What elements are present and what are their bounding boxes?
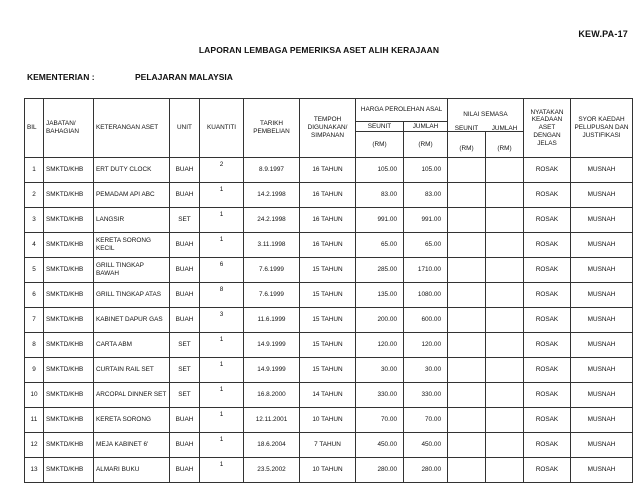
col-harga-jumlah: JUMLAH — [404, 122, 448, 132]
cell-harga-jumlah: 330.00 — [404, 383, 448, 408]
cell-keterangan: MEJA KABINET 6' — [94, 433, 170, 458]
cell-kuantiti: 1 — [200, 433, 244, 458]
cell-nilai-jumlah — [486, 183, 524, 208]
cell-unit: BUAH — [170, 433, 200, 458]
cell-harga-seunit: 30.00 — [356, 358, 404, 383]
table-body — [25, 158, 633, 483]
cell-keterangan: ERT DUTY CLOCK — [94, 158, 170, 183]
cell-kuantiti: 1 — [200, 233, 244, 258]
table-row — [25, 408, 633, 433]
cell-tarikh: 18.6.2004 — [244, 433, 300, 458]
cell-harga-seunit: 83.00 — [356, 183, 404, 208]
cell-tarikh: 14.9.1999 — [244, 333, 300, 358]
table-row — [25, 458, 633, 483]
col-harga-seunit-rm: (RM) — [356, 132, 404, 158]
cell-bil: 5 — [25, 258, 44, 283]
table-row — [25, 283, 633, 308]
cell-nilai-jumlah — [486, 433, 524, 458]
cell-harga-jumlah: 1710.00 — [404, 258, 448, 283]
cell-syor: MUSNAH — [571, 358, 633, 383]
cell-jabatan: SMKTD/KHB — [44, 183, 94, 208]
cell-harga-seunit: 70.00 — [356, 408, 404, 433]
cell-tempoh: 16 TAHUN — [300, 208, 356, 233]
cell-bil: 4 — [25, 233, 44, 258]
cell-tempoh: 15 TAHUN — [300, 358, 356, 383]
cell-nilai-jumlah — [486, 308, 524, 333]
ministry-line — [27, 72, 233, 82]
cell-nilai-seunit — [448, 233, 486, 258]
cell-kuantiti: 8 — [200, 283, 244, 308]
cell-jabatan: SMKTD/KHB — [44, 283, 94, 308]
cell-tempoh: 7 TAHUN — [300, 433, 356, 458]
cell-keadaan: ROSAK — [524, 208, 571, 233]
cell-nilai-jumlah — [486, 158, 524, 183]
cell-tempoh: 10 TAHUN — [300, 458, 356, 483]
cell-tempoh: 15 TAHUN — [300, 283, 356, 308]
cell-jabatan: SMKTD/KHB — [44, 258, 94, 283]
col-tempoh: TEMPOH DIGUNAKAN/ SIMPANAN — [300, 99, 356, 158]
cell-keterangan: CURTAIN RAIL SET — [94, 358, 170, 383]
cell-jabatan: SMKTD/KHB — [44, 383, 94, 408]
cell-syor: MUSNAH — [571, 183, 633, 208]
cell-jabatan: SMKTD/KHB — [44, 358, 94, 383]
table-row — [25, 433, 633, 458]
cell-nilai-seunit — [448, 408, 486, 433]
cell-bil: 8 — [25, 333, 44, 358]
cell-tempoh: 15 TAHUN — [300, 258, 356, 283]
cell-harga-seunit: 450.00 — [356, 433, 404, 458]
cell-tempoh: 14 TAHUN — [300, 383, 356, 408]
cell-keadaan: ROSAK — [524, 308, 571, 333]
col-nilai-seunit-label: SEUNIT — [454, 124, 479, 132]
cell-jabatan: SMKTD/KHB — [44, 208, 94, 233]
cell-keterangan: ARCOPAL DINNER SET — [94, 383, 170, 408]
cell-tarikh: 12.11.2001 — [244, 408, 300, 433]
cell-harga-jumlah: 600.00 — [404, 308, 448, 333]
cell-tempoh: 15 TAHUN — [300, 333, 356, 358]
cell-keadaan: ROSAK — [524, 358, 571, 383]
cell-bil: 10 — [25, 383, 44, 408]
cell-keterangan: GRILL TINGKAP BAWAH — [94, 258, 170, 283]
table-row — [25, 258, 633, 283]
cell-syor: MUSNAH — [571, 383, 633, 408]
cell-kuantiti: 1 — [200, 358, 244, 383]
cell-harga-seunit: 200.00 — [356, 308, 404, 333]
col-harga-seunit: SEUNIT — [356, 122, 404, 132]
cell-kuantiti: 3 — [200, 308, 244, 333]
cell-harga-jumlah: 991.00 — [404, 208, 448, 233]
cell-unit: BUAH — [170, 283, 200, 308]
table-header — [25, 99, 633, 158]
col-nilai-jumlah-rm: (RM) — [497, 144, 512, 152]
col-nilai-jumlah — [486, 124, 524, 158]
report-title: LAPORAN LEMBAGA PEMERIKSA ASET ALIH KERAJAAN — [198, 45, 440, 55]
cell-keterangan: CARTA ABM — [94, 333, 170, 358]
cell-syor: MUSNAH — [571, 283, 633, 308]
cell-tempoh: 16 TAHUN — [300, 233, 356, 258]
col-nilai-seunit — [448, 124, 486, 158]
cell-keterangan: KERETA SORONG KECIL — [94, 233, 170, 258]
col-nilai-jumlah-label: JUMLAH — [491, 124, 518, 132]
cell-harga-seunit: 991.00 — [356, 208, 404, 233]
col-keterangan: KETERANGAN ASET — [94, 99, 170, 158]
cell-unit: SET — [170, 383, 200, 408]
cell-syor: MUSNAH — [571, 258, 633, 283]
cell-bil: 2 — [25, 183, 44, 208]
cell-keterangan: LANGSIR — [94, 208, 170, 233]
cell-harga-seunit: 120.00 — [356, 333, 404, 358]
ministry-value: PELAJARAN MALAYSIA — [135, 72, 233, 82]
col-keadaan: NYATAKAN KEADAAN ASET DENGAN JELAS — [524, 99, 571, 158]
cell-bil: 13 — [25, 458, 44, 483]
col-syor: SYOR KAEDAH PELUPUSAN DAN JUSTIFIKASI — [571, 99, 633, 158]
cell-nilai-seunit — [448, 183, 486, 208]
cell-harga-jumlah: 450.00 — [404, 433, 448, 458]
table-row — [25, 308, 633, 333]
cell-bil: 11 — [25, 408, 44, 433]
cell-keadaan: ROSAK — [524, 158, 571, 183]
cell-nilai-jumlah — [486, 233, 524, 258]
cell-nilai-seunit — [448, 283, 486, 308]
cell-harga-seunit: 65.00 — [356, 233, 404, 258]
col-harga-asal: HARGA PEROLEHAN ASAL — [356, 99, 448, 122]
col-tarikh: TARIKH PEMBELIAN — [244, 99, 300, 158]
cell-keadaan: ROSAK — [524, 233, 571, 258]
ministry-label: KEMENTERIAN : — [27, 72, 95, 82]
cell-harga-jumlah: 70.00 — [404, 408, 448, 433]
cell-jabatan: SMKTD/KHB — [44, 308, 94, 333]
cell-bil: 1 — [25, 158, 44, 183]
cell-syor: MUSNAH — [571, 408, 633, 433]
cell-keadaan: ROSAK — [524, 408, 571, 433]
asset-table — [24, 98, 633, 483]
cell-harga-jumlah: 105.00 — [404, 158, 448, 183]
col-unit: UNIT — [170, 99, 200, 158]
cell-harga-jumlah: 280.00 — [404, 458, 448, 483]
cell-harga-seunit: 105.00 — [356, 158, 404, 183]
cell-tarikh: 16.8.2000 — [244, 383, 300, 408]
cell-kuantiti: 1 — [200, 458, 244, 483]
cell-syor: MUSNAH — [571, 333, 633, 358]
cell-nilai-jumlah — [486, 333, 524, 358]
cell-syor: MUSNAH — [571, 158, 633, 183]
cell-kuantiti: 1 — [200, 408, 244, 433]
cell-unit: SET — [170, 208, 200, 233]
cell-nilai-seunit — [448, 158, 486, 183]
cell-nilai-seunit — [448, 433, 486, 458]
cell-unit: SET — [170, 358, 200, 383]
cell-keadaan: ROSAK — [524, 258, 571, 283]
cell-nilai-jumlah — [486, 458, 524, 483]
cell-keterangan: ALMARI BUKU — [94, 458, 170, 483]
cell-jabatan: SMKTD/KHB — [44, 408, 94, 433]
cell-jabatan: SMKTD/KHB — [44, 233, 94, 258]
cell-nilai-jumlah — [486, 383, 524, 408]
cell-tarikh: 7.6.1999 — [244, 283, 300, 308]
cell-unit: BUAH — [170, 158, 200, 183]
cell-tempoh: 10 TAHUN — [300, 408, 356, 433]
table-row — [25, 383, 633, 408]
col-nilai-seunit-rm: (RM) — [459, 144, 474, 152]
form-code: KEW.PA-17 — [578, 29, 628, 39]
cell-tempoh: 16 TAHUN — [300, 158, 356, 183]
cell-tarikh: 23.5.2002 — [244, 458, 300, 483]
cell-harga-jumlah: 65.00 — [404, 233, 448, 258]
cell-bil: 6 — [25, 283, 44, 308]
cell-bil: 9 — [25, 358, 44, 383]
cell-syor: MUSNAH — [571, 233, 633, 258]
cell-syor: MUSNAH — [571, 458, 633, 483]
cell-unit: BUAH — [170, 258, 200, 283]
cell-kuantiti: 1 — [200, 383, 244, 408]
cell-unit: SET — [170, 333, 200, 358]
cell-tarikh: 3.11.1998 — [244, 233, 300, 258]
cell-syor: MUSNAH — [571, 433, 633, 458]
cell-unit: BUAH — [170, 233, 200, 258]
cell-syor: MUSNAH — [571, 308, 633, 333]
cell-harga-jumlah: 30.00 — [404, 358, 448, 383]
table-row — [25, 358, 633, 383]
cell-nilai-seunit — [448, 383, 486, 408]
cell-keadaan: ROSAK — [524, 283, 571, 308]
cell-keadaan: ROSAK — [524, 183, 571, 208]
col-jabatan: JABATAN/ BAHAGIAN — [44, 99, 94, 158]
cell-kuantiti: 1 — [200, 208, 244, 233]
cell-nilai-jumlah — [486, 258, 524, 283]
cell-tarikh: 7.6.1999 — [244, 258, 300, 283]
cell-nilai-seunit — [448, 258, 486, 283]
cell-nilai-jumlah — [486, 208, 524, 233]
cell-tarikh: 24.2.1998 — [244, 208, 300, 233]
cell-keadaan: ROSAK — [524, 333, 571, 358]
cell-harga-seunit: 280.00 — [356, 458, 404, 483]
cell-bil: 3 — [25, 208, 44, 233]
cell-jabatan: SMKTD/KHB — [44, 333, 94, 358]
cell-harga-jumlah: 120.00 — [404, 333, 448, 358]
col-bil: BIL — [25, 99, 44, 158]
cell-keterangan: GRILL TINGKAP ATAS — [94, 283, 170, 308]
cell-nilai-jumlah — [486, 358, 524, 383]
cell-nilai-seunit — [448, 458, 486, 483]
cell-jabatan: SMKTD/KHB — [44, 158, 94, 183]
cell-keadaan: ROSAK — [524, 458, 571, 483]
cell-jabatan: SMKTD/KHB — [44, 458, 94, 483]
cell-syor: MUSNAH — [571, 208, 633, 233]
cell-harga-seunit: 135.00 — [356, 283, 404, 308]
cell-tarikh: 14.2.1998 — [244, 183, 300, 208]
table-row — [25, 183, 633, 208]
table-row — [25, 158, 633, 183]
cell-keterangan: PEMADAM API ABC — [94, 183, 170, 208]
cell-harga-seunit: 330.00 — [356, 383, 404, 408]
cell-tempoh: 15 TAHUN — [300, 308, 356, 333]
cell-tempoh: 16 TAHUN — [300, 183, 356, 208]
cell-unit: BUAH — [170, 408, 200, 433]
cell-keterangan: KERETA SORONG — [94, 408, 170, 433]
cell-bil: 12 — [25, 433, 44, 458]
cell-keadaan: ROSAK — [524, 433, 571, 458]
cell-nilai-jumlah — [486, 283, 524, 308]
cell-tarikh: 11.6.1999 — [244, 308, 300, 333]
col-kuantiti: KUANTITI — [200, 99, 244, 158]
cell-kuantiti: 1 — [200, 333, 244, 358]
cell-tarikh: 14.9.1999 — [244, 358, 300, 383]
cell-keterangan: KABINET DAPUR GAS — [94, 308, 170, 333]
table-row — [25, 233, 633, 258]
cell-harga-jumlah: 1080.00 — [404, 283, 448, 308]
cell-kuantiti: 1 — [200, 183, 244, 208]
cell-nilai-seunit — [448, 333, 486, 358]
cell-unit: BUAH — [170, 183, 200, 208]
cell-kuantiti: 6 — [200, 258, 244, 283]
cell-jabatan: SMKTD/KHB — [44, 433, 94, 458]
cell-tarikh: 8.9.1997 — [244, 158, 300, 183]
cell-kuantiti: 2 — [200, 158, 244, 183]
col-nilai-semasa: NILAI SEMASA — [448, 99, 524, 132]
cell-keadaan: ROSAK — [524, 383, 571, 408]
cell-nilai-jumlah — [486, 408, 524, 433]
cell-nilai-seunit — [448, 208, 486, 233]
cell-unit: BUAH — [170, 458, 200, 483]
table-row — [25, 208, 633, 233]
cell-harga-jumlah: 83.00 — [404, 183, 448, 208]
cell-unit: BUAH — [170, 308, 200, 333]
cell-bil: 7 — [25, 308, 44, 333]
table-row — [25, 333, 633, 358]
cell-harga-seunit: 285.00 — [356, 258, 404, 283]
cell-nilai-seunit — [448, 308, 486, 333]
cell-nilai-seunit — [448, 358, 486, 383]
col-harga-jumlah-rm: (RM) — [404, 132, 448, 158]
